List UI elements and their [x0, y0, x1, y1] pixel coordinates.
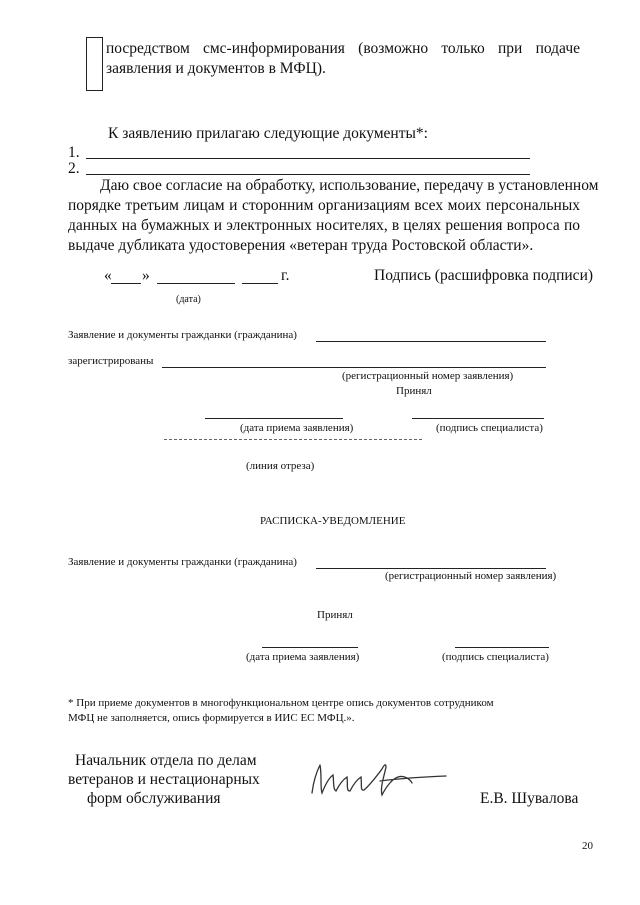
receipt-line-field[interactable] [316, 568, 546, 569]
date-open-quote: « [104, 267, 112, 284]
consent-line4: выдаче дубликата удостоверения «ветеран труда Ростовской области». [68, 237, 534, 254]
registration-line2-label: зарегистрированы [68, 355, 154, 367]
cut-line-caption: (линия отреза) [246, 460, 315, 472]
sms-option-line2: заявления и документов в МФЦ). [106, 60, 326, 77]
attachment-item-1-number: 1. [68, 144, 80, 161]
signatory-name: Е.В. Шувалова [480, 790, 579, 807]
receipt-reg-number-caption: (регистрационный номер заявления) [385, 570, 557, 582]
registration-line1-field[interactable] [316, 341, 546, 342]
signature-label: Подпись (расшифровка подписи) [374, 267, 594, 284]
consent-line2: порядке третьим лицам и сторонним организациям всех моих персональных [68, 197, 580, 214]
receipt-date-caption: (дата приема заявления) [246, 651, 360, 663]
registration-accepted: Принял [396, 385, 432, 397]
date-day-line[interactable] [111, 283, 141, 284]
sms-option-line1: посредством смс-информирования (возможно только при подаче [106, 40, 580, 57]
sms-checkbox[interactable] [86, 37, 103, 91]
date-month-line[interactable] [157, 283, 235, 284]
receipt-accepted: Принял [317, 609, 353, 621]
receipt-specialist-line[interactable] [455, 647, 549, 648]
footnote-line2: МФЦ не заполняется, опись формируется в ИИС ЕС МФЦ.». [68, 712, 355, 724]
handwritten-signature [300, 755, 460, 805]
footnote-line1: * При приеме документов в многофункциональном центре опись документов сотрудником [68, 697, 494, 709]
attachment-item-2-line[interactable] [86, 174, 530, 175]
registration-specialist-line[interactable] [412, 418, 544, 419]
registration-number-caption: (регистрационный номер заявления) [342, 370, 514, 382]
registration-line2-field[interactable] [162, 367, 546, 368]
date-year-line[interactable] [242, 283, 278, 284]
year-suffix: г. [281, 267, 290, 284]
signatory-title-line2: ветеранов и нестационарных [68, 771, 260, 788]
signatory-title-line1: Начальник отдела по делам [75, 752, 257, 769]
receipt-title: РАСПИСКА-УВЕДОМЛЕНИЕ [260, 515, 406, 527]
registration-line1-label: Заявление и документы гражданки (гражданина) [68, 329, 297, 341]
registration-date-caption: (дата приема заявления) [240, 422, 354, 434]
cut-line [164, 439, 422, 440]
registration-date-line[interactable] [205, 418, 343, 419]
receipt-line-label: Заявление и документы гражданки (гражданина) [68, 556, 297, 568]
page-number: 20 [582, 840, 593, 852]
date-caption: (дата) [176, 294, 201, 305]
receipt-date-line[interactable] [262, 647, 358, 648]
attachment-item-2-number: 2. [68, 160, 80, 177]
date-close-quote: » [142, 267, 150, 284]
receipt-specialist-caption: (подпись специалиста) [442, 651, 549, 663]
consent-line3: данных на бумажных и электронных носителях, в целях решения вопроса по [68, 217, 580, 234]
attachment-item-1-line[interactable] [86, 158, 530, 159]
consent-line1: Даю свое согласие на обработку, использование, передачу в установленном [100, 177, 599, 194]
attachments-heading: К заявлению прилагаю следующие документы*: [108, 125, 428, 142]
registration-specialist-caption: (подпись специалиста) [436, 422, 543, 434]
signatory-title-line3: форм обслуживания [87, 790, 221, 807]
